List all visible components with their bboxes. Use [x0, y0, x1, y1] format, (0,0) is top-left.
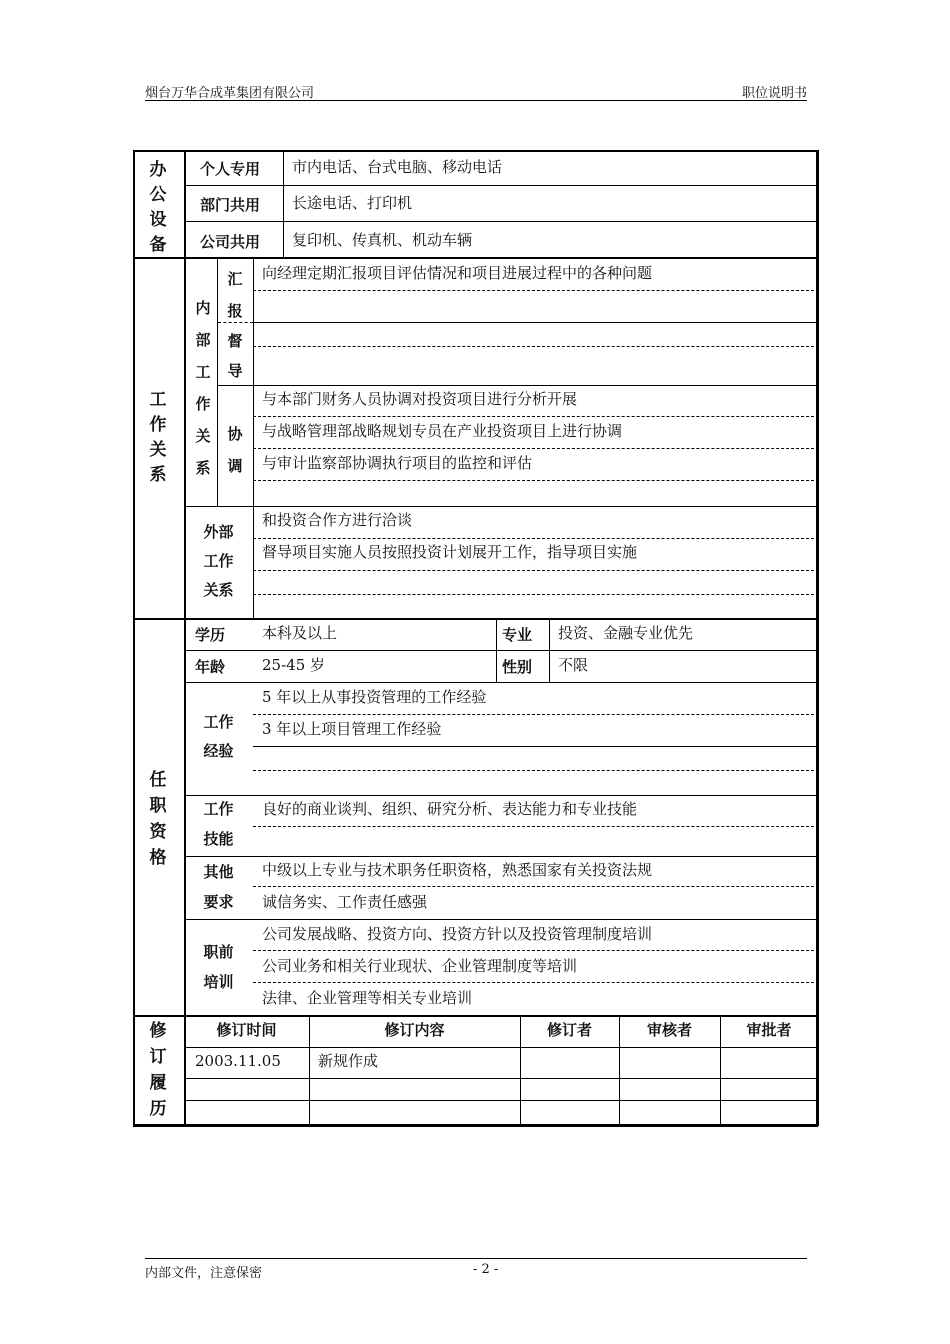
revision-header: 审批者 [746, 1021, 792, 1039]
gender-value: 不限 [558, 656, 589, 674]
coordinate-line: 与审计监察部协调执行项目的监控和评估 [262, 454, 533, 472]
education-value: 本科及以上 [262, 624, 338, 642]
rule-h [184, 919, 818, 920]
coordinate-line: 与本部门财务人员协调对投资项目进行分析开展 [262, 390, 578, 408]
skills-label: 工作 技能 [203, 800, 234, 848]
revision-header: 修订内容 [384, 1021, 445, 1039]
major-value: 投资、金融专业优先 [558, 624, 694, 642]
revision-header: 修订时间 [216, 1021, 277, 1039]
skills-line: 良好的商业谈判、组织、研究分析、表达能力和专业技能 [262, 800, 638, 818]
internal-relations-title: 内 部 工 作 关 系 [195, 299, 211, 477]
experience-line: 5 年以上从事投资管理的工作经验 [262, 688, 487, 706]
report-line: 向经理定期汇报项目评估情况和项目进展过程中的各种问题 [262, 264, 653, 282]
dotted-rule [218, 322, 253, 323]
dotted-rule [253, 594, 814, 595]
dotted-rule [253, 950, 814, 951]
rule-h [217, 385, 818, 386]
rule-h [184, 795, 818, 796]
coordinate-title: 协 调 [227, 425, 243, 475]
training-line: 法律、企业管理等相关专业培训 [262, 989, 473, 1007]
rule-v [253, 259, 254, 618]
dotted-rule [253, 346, 814, 347]
rule-h [133, 150, 818, 152]
rule-h [184, 506, 818, 507]
rule-h [184, 682, 818, 683]
rule-v [816, 150, 819, 1126]
confidential-note: 内部文件，注意保密 [145, 1266, 263, 1281]
other-requirement-line: 诚信务实、工作责任感强 [262, 893, 428, 911]
rule-h [253, 746, 818, 747]
rule-v [133, 150, 135, 1126]
training-line: 公司发展战略、投资方向、投资方针以及投资管理制度培训 [262, 925, 653, 943]
external-line: 和投资合作方进行洽谈 [262, 511, 413, 529]
dotted-rule [253, 570, 814, 571]
rule-h [253, 322, 818, 323]
rule-v [549, 620, 550, 682]
other-requirement-line: 中级以上专业与技术职务任职资格，熟悉国家有关投资法规 [262, 861, 653, 879]
rule-v [283, 152, 284, 258]
equipment-value: 复印机、传真机、机动车辆 [292, 231, 473, 249]
revision-header: 审核者 [646, 1021, 692, 1039]
rule-h [133, 257, 818, 259]
dotted-rule [253, 770, 814, 771]
rule-h [133, 1015, 818, 1017]
revision-header: 修订者 [546, 1021, 592, 1039]
qualification-section-title: 任 职 资 格 [149, 770, 167, 868]
rule-h [133, 618, 818, 620]
equipment-section-title: 办 公 设 备 [149, 160, 167, 255]
rule-h [184, 1078, 818, 1079]
dotted-rule [253, 714, 814, 715]
external-relations-title: 外部 工作 关系 [203, 523, 234, 599]
gender-label: 性别 [502, 658, 533, 676]
rule-v [217, 259, 218, 506]
company-name: 烟台万华合成革集团有限公司 [145, 86, 315, 101]
page-footer [145, 1258, 807, 1281]
age-label: 年龄 [195, 658, 226, 676]
experience-label: 工作 经验 [203, 713, 234, 760]
revision-section-title: 修 订 履 历 [149, 1021, 167, 1119]
page-number: - 2 - [473, 1262, 499, 1277]
equipment-value: 市内电话、台式电脑、移动电话 [292, 158, 503, 176]
rule-h [184, 856, 818, 857]
training-label: 职前 培训 [203, 943, 234, 991]
rule-h [184, 650, 818, 651]
report-title: 汇 报 [227, 270, 243, 320]
major-label: 专业 [502, 626, 533, 644]
experience-line: 3 年以上项目管理工作经验 [262, 720, 442, 738]
other-requirements-label: 其他 要求 [203, 863, 234, 911]
rule-h [133, 1124, 818, 1127]
dotted-rule [253, 480, 814, 481]
revision-content: 新规作成 [318, 1052, 379, 1070]
dotted-rule [253, 886, 814, 887]
rule-v [496, 620, 497, 682]
rule-h [184, 185, 818, 186]
relations-section-title: 工 作 关 系 [149, 390, 167, 485]
dotted-rule [253, 826, 814, 827]
dotted-rule [253, 416, 814, 417]
dotted-rule [253, 538, 814, 539]
rule-h [184, 1047, 818, 1048]
dotted-rule [253, 448, 814, 449]
education-label: 学历 [195, 626, 226, 644]
supervise-title: 督 导 [227, 332, 243, 380]
coordinate-line: 与战略管理部战略规划专员在产业投资项目上进行协调 [262, 422, 623, 440]
age-value: 25-45 岁 [262, 656, 326, 674]
external-line: 督导项目实施人员按照投资计划展开工作，指导项目实施 [262, 543, 638, 561]
rule-h [184, 221, 818, 222]
dotted-rule [253, 290, 814, 291]
dotted-rule [253, 982, 814, 983]
rule-h [184, 1100, 818, 1101]
equipment-label: 个人专用 [200, 160, 261, 178]
equipment-value: 长途电话、打印机 [292, 194, 413, 212]
revision-date: 2003.11.05 [195, 1052, 281, 1070]
training-line: 公司业务和相关行业现状、企业管理制度等培训 [262, 957, 578, 975]
document-type: 职位说明书 [741, 86, 807, 101]
equipment-label: 部门共用 [200, 196, 261, 214]
equipment-label: 公司共用 [200, 233, 261, 251]
